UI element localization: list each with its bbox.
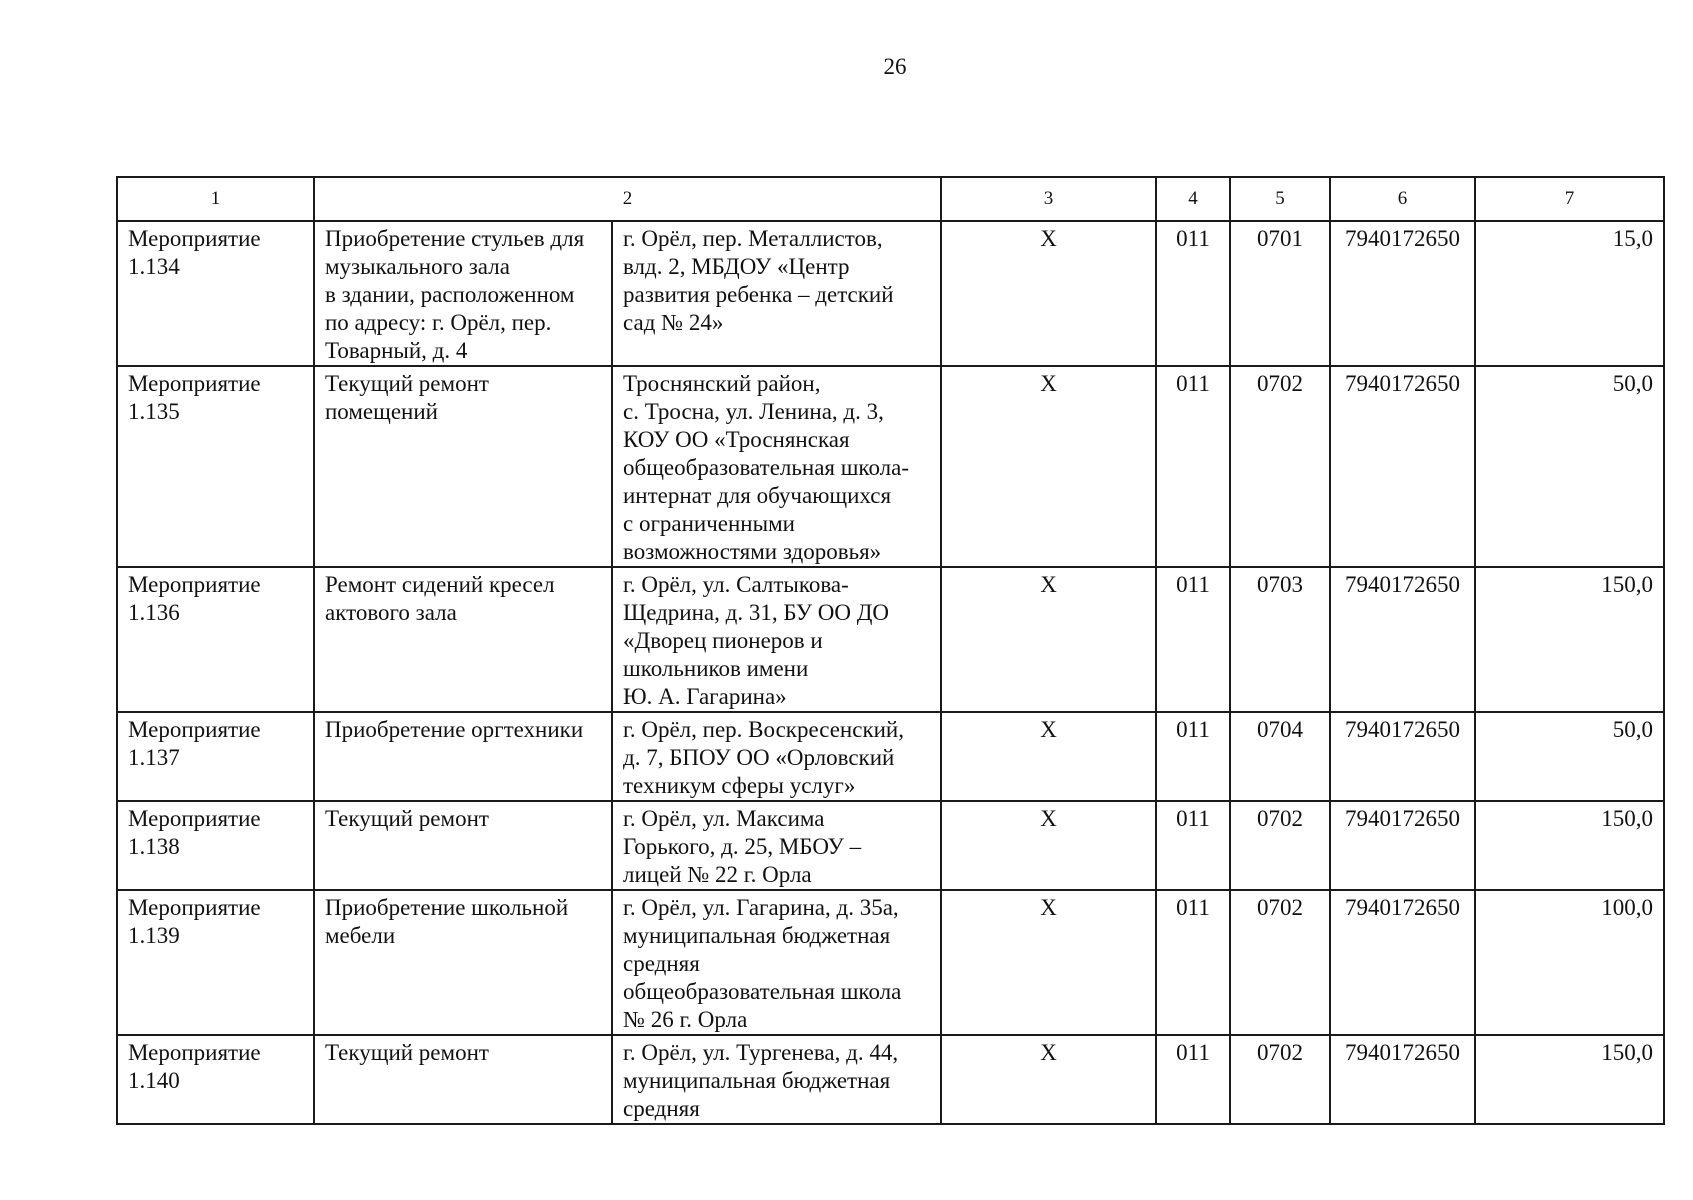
- event-cell: Мероприятие 1.140: [117, 1035, 314, 1124]
- address-cell: г. Орёл, пер. Металлистов, влд. 2, МБДОУ «Центр развития ребенка – детский сад № 24»: [612, 221, 941, 366]
- col5-cell: 0701: [1230, 221, 1330, 366]
- event-cell: Мероприятие 1.135: [117, 366, 314, 567]
- page-number: 26: [883, 54, 907, 79]
- col7-cell: 150,0: [1475, 801, 1664, 890]
- col4-cell: 011: [1156, 1035, 1230, 1124]
- event-cell: Мероприятие 1.136: [117, 567, 314, 712]
- table-row: [117, 801, 1664, 890]
- col4-cell: 011: [1156, 890, 1230, 1035]
- address-cell: г. Орёл, ул. Тургенева, д. 44, муниципальная бюджетная средняя: [612, 1035, 941, 1124]
- address-cell: г. Орёл, ул. Салтыкова- Щедрина, д. 31, БУ ОО ДО «Дворец пионеров и школьников имени Ю. А. Гагарина»: [612, 567, 941, 712]
- description-cell: Текущий ремонт: [314, 1035, 612, 1124]
- col6-cell: 7940172650: [1330, 801, 1475, 890]
- event-cell: Мероприятие 1.137: [117, 712, 314, 801]
- event-cell: Мероприятие 1.138: [117, 801, 314, 890]
- col7-cell: 150,0: [1475, 1035, 1664, 1124]
- col4-cell: 011: [1156, 221, 1230, 366]
- table-row: [117, 1035, 1664, 1124]
- col5-cell: 0702: [1230, 1035, 1330, 1124]
- header-col-2: 2: [314, 177, 941, 221]
- col5-cell: 0702: [1230, 366, 1330, 567]
- col5-cell: 0703: [1230, 567, 1330, 712]
- col6-cell: 7940172650: [1330, 221, 1475, 366]
- description-cell: Текущий ремонт помещений: [314, 366, 612, 567]
- table-row: [117, 221, 1664, 366]
- address-cell: г. Орёл, пер. Воскресенский, д. 7, БПОУ ОО «Орловский техникум сферы услуг»: [612, 712, 941, 801]
- description-cell: Приобретение стульев для музыкального зала в здании, расположенном по адресу: г. Орёл, пер. Товарный, д. 4: [314, 221, 612, 366]
- event-cell: Мероприятие 1.139: [117, 890, 314, 1035]
- col3-cell: Х: [941, 366, 1156, 567]
- col3-cell: Х: [941, 567, 1156, 712]
- table-row: [117, 567, 1664, 712]
- col7-cell: 15,0: [1475, 221, 1664, 366]
- col7-cell: 50,0: [1475, 712, 1664, 801]
- col4-cell: 011: [1156, 801, 1230, 890]
- col5-cell: 0704: [1230, 712, 1330, 801]
- col7-cell: 100,0: [1475, 890, 1664, 1035]
- address-cell: г. Орёл, ул. Максима Горького, д. 25, МБОУ – лицей № 22 г. Орла: [612, 801, 941, 890]
- table-row: [117, 366, 1664, 567]
- col7-cell: 50,0: [1475, 366, 1664, 567]
- col7-cell: 150,0: [1475, 567, 1664, 712]
- header-col-5: 5: [1230, 177, 1330, 221]
- col3-cell: Х: [941, 712, 1156, 801]
- header-col-6: 6: [1330, 177, 1475, 221]
- table-header-row: [117, 177, 1664, 221]
- event-cell: Мероприятие 1.134: [117, 221, 314, 366]
- header-col-1: 1: [117, 177, 314, 221]
- col5-cell: 0702: [1230, 890, 1330, 1035]
- col5-cell: 0702: [1230, 801, 1330, 890]
- col3-cell: Х: [941, 1035, 1156, 1124]
- col6-cell: 7940172650: [1330, 366, 1475, 567]
- col3-cell: Х: [941, 801, 1156, 890]
- events-table: [116, 176, 1665, 1125]
- col6-cell: 7940172650: [1330, 712, 1475, 801]
- header-col-7: 7: [1475, 177, 1664, 221]
- col6-cell: 7940172650: [1330, 890, 1475, 1035]
- col6-cell: 7940172650: [1330, 1035, 1475, 1124]
- address-cell: г. Орёл, ул. Гагарина, д. 35а, муниципальная бюджетная средняя общеобразовательная школа № 26 г. Орла: [612, 890, 941, 1035]
- col4-cell: 011: [1156, 366, 1230, 567]
- col3-cell: Х: [941, 221, 1156, 366]
- description-cell: Ремонт сидений кресел актового зала: [314, 567, 612, 712]
- col4-cell: 011: [1156, 712, 1230, 801]
- table-row: [117, 712, 1664, 801]
- header-col-3: 3: [941, 177, 1156, 221]
- table-row: [117, 890, 1664, 1035]
- address-cell: Троснянский район, с. Тросна, ул. Ленина, д. 3, КОУ ОО «Троснянская общеобразовательная школа- интернат для обучающихся с ограниченными возможностями здоровья»: [612, 366, 941, 567]
- description-cell: Текущий ремонт: [314, 801, 612, 890]
- col6-cell: 7940172650: [1330, 567, 1475, 712]
- col3-cell: Х: [941, 890, 1156, 1035]
- description-cell: Приобретение школьной мебели: [314, 890, 612, 1035]
- description-cell: Приобретение оргтехники: [314, 712, 612, 801]
- header-col-4: 4: [1156, 177, 1230, 221]
- col4-cell: 011: [1156, 567, 1230, 712]
